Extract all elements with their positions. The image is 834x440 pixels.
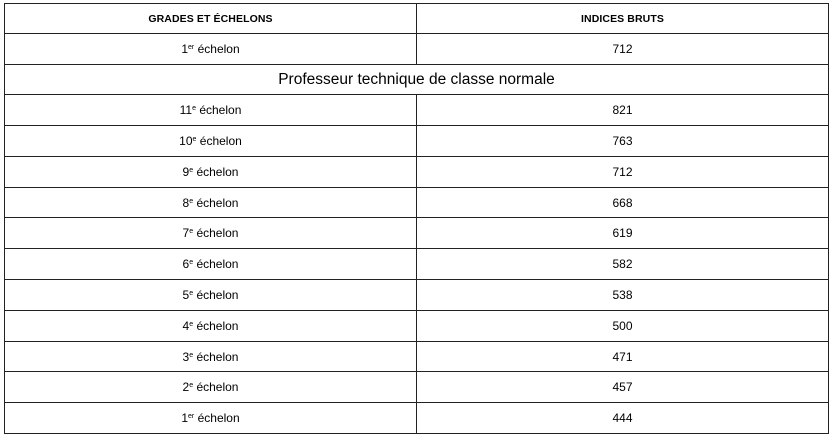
echelon-label: échelon bbox=[193, 226, 239, 241]
echelon-ordinal: er bbox=[188, 43, 195, 51]
grade-cell bbox=[5, 34, 417, 65]
echelon-label: échelon bbox=[193, 257, 239, 272]
table-row bbox=[5, 218, 829, 249]
echelon-number: 1 bbox=[181, 411, 189, 426]
echelon-label: échelon bbox=[193, 380, 239, 395]
echelon-ordinal: e bbox=[189, 289, 194, 297]
section-title: Professeur technique de classe normale bbox=[5, 64, 829, 95]
grade-cell bbox=[5, 310, 417, 341]
grade-cell bbox=[5, 372, 417, 403]
echelon-ordinal: e bbox=[192, 105, 196, 113]
grade-cell bbox=[5, 249, 417, 280]
echelon-number: 8 bbox=[182, 195, 190, 210]
echelon-ordinal: e bbox=[189, 351, 194, 359]
grade-cell bbox=[5, 126, 417, 157]
table-row bbox=[5, 156, 829, 187]
echelon-ordinal: e bbox=[189, 197, 194, 205]
echelon-label: échelon bbox=[194, 41, 240, 56]
echelon-ordinal: e bbox=[189, 228, 194, 236]
table-row bbox=[5, 126, 829, 157]
echelon-number: 9 bbox=[182, 164, 190, 179]
table-header-row bbox=[5, 4, 829, 34]
index-cell: 582 bbox=[417, 249, 829, 280]
echelon-number: 7 bbox=[182, 226, 190, 241]
table-row bbox=[5, 34, 829, 65]
echelon-label: échelon bbox=[193, 349, 239, 364]
table-row bbox=[5, 280, 829, 311]
index-cell: 619 bbox=[417, 218, 829, 249]
echelon-number: 4 bbox=[182, 318, 190, 333]
echelon-ordinal: e bbox=[189, 259, 194, 267]
index-cell: 821 bbox=[417, 95, 829, 126]
index-cell: 712 bbox=[417, 156, 829, 187]
index-cell: 763 bbox=[417, 126, 829, 157]
index-cell: 444 bbox=[417, 403, 829, 434]
echelon-number: 5 bbox=[182, 287, 190, 302]
echelon-number: 6 bbox=[182, 257, 190, 272]
index-cell: 538 bbox=[417, 280, 829, 311]
echelon-ordinal: er bbox=[188, 413, 195, 421]
echelon-label: échelon bbox=[196, 103, 242, 118]
echelon-ordinal: e bbox=[189, 382, 194, 390]
grade-cell bbox=[5, 187, 417, 218]
echelon-number: 11 bbox=[179, 103, 193, 118]
table-row bbox=[5, 187, 829, 218]
index-cell: 712 bbox=[417, 34, 829, 65]
echelon-number: 3 bbox=[182, 349, 190, 364]
header-indices-bruts: INDICES BRUTS bbox=[417, 4, 829, 34]
table-row bbox=[5, 95, 829, 126]
grade-cell bbox=[5, 156, 417, 187]
grade-cell bbox=[5, 280, 417, 311]
table-row bbox=[5, 341, 829, 372]
index-cell: 500 bbox=[417, 310, 829, 341]
table-row bbox=[5, 249, 829, 280]
echelon-number: 1 bbox=[181, 41, 189, 56]
echelon-label: échelon bbox=[196, 133, 242, 148]
echelon-ordinal: e bbox=[189, 320, 194, 328]
echelon-label: échelon bbox=[193, 287, 239, 302]
index-cell: 471 bbox=[417, 341, 829, 372]
echelon-label: échelon bbox=[193, 195, 239, 210]
grade-cell bbox=[5, 341, 417, 372]
echelon-number: 2 bbox=[182, 380, 190, 395]
section-row bbox=[5, 64, 829, 95]
echelon-label: échelon bbox=[194, 411, 240, 426]
table-row bbox=[5, 310, 829, 341]
echelon-label: échelon bbox=[193, 318, 239, 333]
table-row bbox=[5, 372, 829, 403]
header-grades-echelons: GRADES ET ÉCHELONS bbox=[5, 4, 417, 34]
echelon-ordinal: e bbox=[192, 135, 197, 143]
echelon-label: échelon bbox=[193, 164, 239, 179]
echelon-ordinal: e bbox=[189, 166, 194, 174]
grade-cell bbox=[5, 95, 417, 126]
index-cell: 668 bbox=[417, 187, 829, 218]
table-body bbox=[5, 34, 829, 434]
grade-index-table-wrapper bbox=[4, 3, 828, 434]
grade-cell bbox=[5, 403, 417, 434]
index-cell: 457 bbox=[417, 372, 829, 403]
grade-index-table bbox=[4, 3, 829, 434]
table-row bbox=[5, 403, 829, 434]
echelon-number: 10 bbox=[179, 133, 193, 148]
grade-cell bbox=[5, 218, 417, 249]
